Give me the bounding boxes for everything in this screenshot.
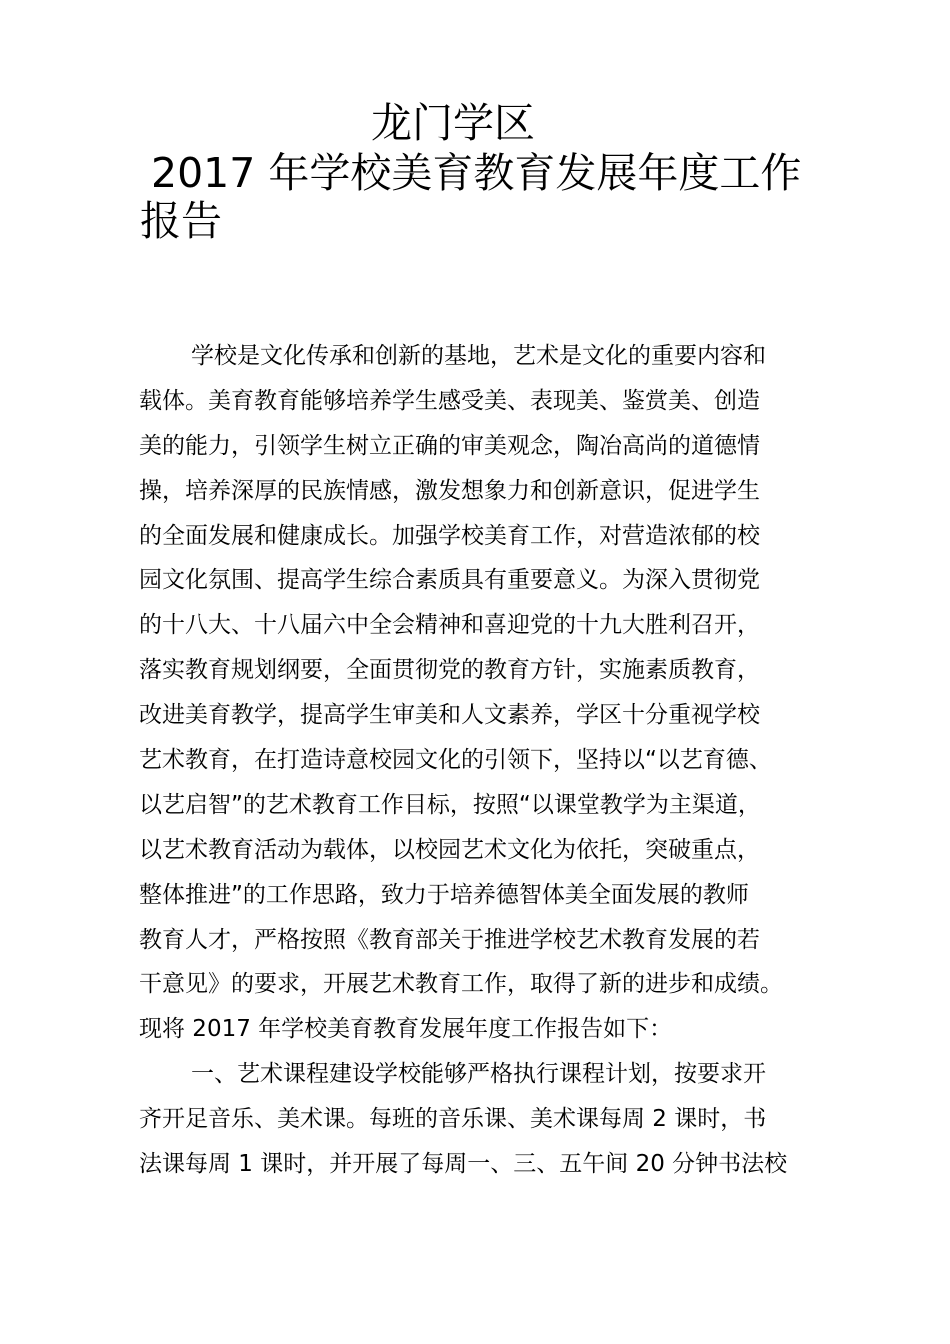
paragraph-line: 改进美育教学，提高学生审美和人文素养，学区十分重视学校 — [139, 702, 760, 729]
paragraph-line: 落实教育规划纲要，全面贯彻党的教育方针，实施素质教育， — [139, 657, 760, 684]
paragraph-line: 干意见》的要求，开展艺术教育工作，取得了新的进步和成绩。 — [139, 971, 783, 998]
paragraph-line: 学校是文化传承和创新的基地，艺术是文化的重要内容和 — [191, 343, 766, 369]
paragraph-line: 法课每周 1 课时，并开展了每周一、三、五午间 20 分钟书法校 — [139, 1151, 788, 1178]
paragraph-line: 的全面发展和健康成长。加强学校美育工作，对营造浓郁的校 — [139, 522, 760, 549]
paragraph-line: 整体推进”的工作思路，致力于培养德智体美全面发展的教师 — [139, 881, 749, 908]
paragraph-line: 的十八大、十八届六中全会精神和喜迎党的十九大胜利召开， — [139, 612, 760, 639]
section-heading-line: 一、艺术课程建设学校能够严格执行课程计划，按要求开 — [191, 1061, 766, 1088]
paragraph-line: 现将 2017 年学校美育教育发展年度工作报告如下： — [139, 1016, 673, 1043]
paragraph-line: 以艺术教育活动为载体，以校园艺术文化为依托，突破重点， — [139, 836, 760, 863]
paragraph-line: 艺术教育，在打造诗意校园文化的引领下，坚持以“以艺育德、 — [139, 747, 772, 774]
report-body — [139, 334, 829, 1187]
title-line-1: 龙门学区 — [371, 99, 535, 147]
paragraph-line: 园文化氛围、提高学生综合素质具有重要意义。为深入贯彻党 — [139, 567, 760, 594]
paragraph-line: 教育人才，严格按照《教育部关于推进学校艺术教育发展的若 — [139, 926, 760, 953]
title-line-2: 2017 年学校美育教育发展年度工作 — [151, 149, 802, 197]
paragraph-line: 载体。美育教育能够培养学生感受美、表现美、鉴赏美、创造 — [139, 387, 760, 414]
title-line-3: 报告 — [140, 197, 222, 245]
paragraph-line: 以艺启智”的艺术教育工作目标，按照“以课堂教学为主渠道， — [139, 791, 761, 818]
paragraph-line: 美的能力，引领学生树立正确的审美观念，陶冶高尚的道德情 — [139, 432, 760, 459]
paragraph-line: 操，培养深厚的民族情感，激发想象力和创新意识，促进学生 — [139, 477, 760, 504]
paragraph-line: 齐开足音乐、美术课。每班的音乐课、美术课每周 2 课时，书 — [139, 1106, 767, 1133]
